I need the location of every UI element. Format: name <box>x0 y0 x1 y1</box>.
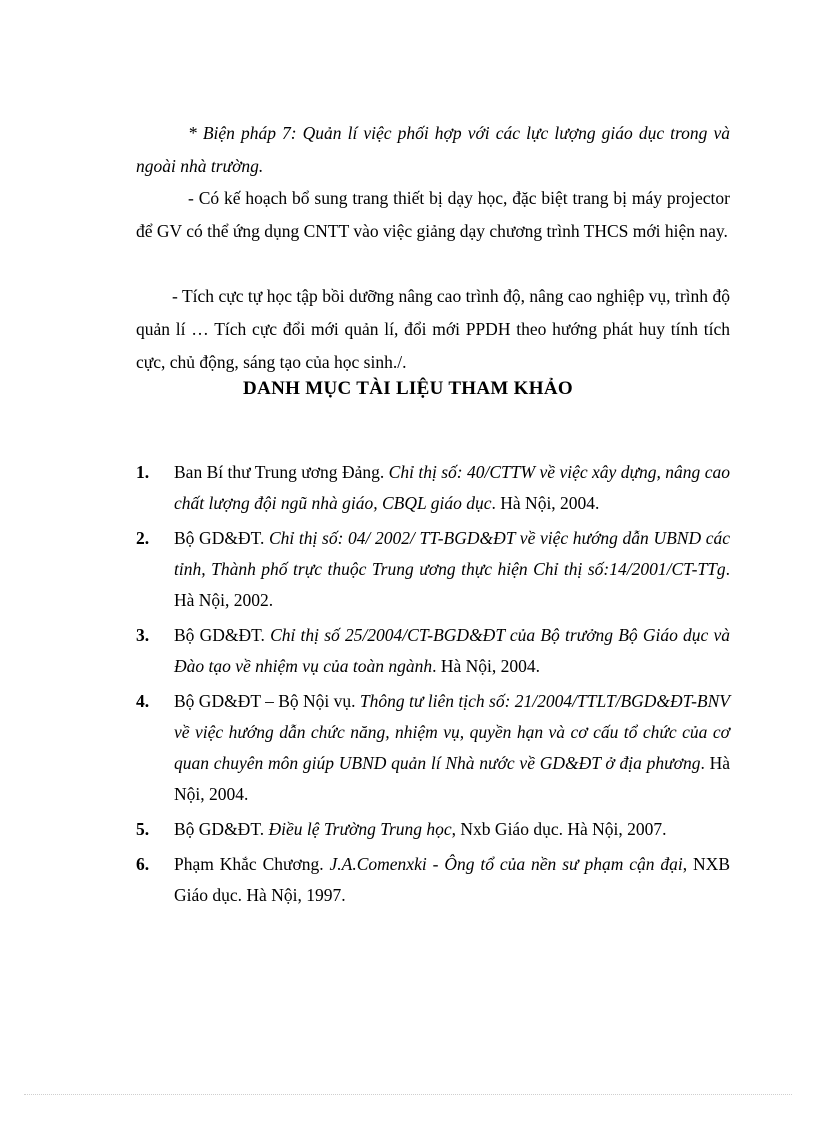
reference-number: 2. <box>136 528 150 548</box>
reference-publication: . Hà Nội, 2004. <box>491 493 600 513</box>
reference-author: Bộ GD&ĐT. <box>174 625 271 645</box>
reference-item <box>136 814 730 845</box>
reference-work: J.A.Comenxki - Ông tổ của nền sư phạm cận đại <box>329 854 683 874</box>
reference-author: Phạm Khắc Chương. <box>174 854 330 874</box>
reference-work: Thông tư liên tịch số: 21/2004/TTLT/BGD&ĐT-BNV về việc hướng dẫn chức năng, nhiệm vụ, quyền hạn và cơ cấu tổ chức của cơ quan chuyên môn giúp UBND quản lí Nhà nước về GD&ĐT ở địa phương <box>174 691 730 773</box>
measure-7-heading: * Biện pháp 7: Quản lí việc phối hợp với các lực lượng giáo dục trong và ngoài nhà trường. <box>136 123 730 176</box>
reference-publication: , NXB Giáo dục. Hà Nội, 1997. <box>174 854 730 905</box>
reference-number: 1. <box>136 462 150 482</box>
reference-number: 4. <box>136 691 150 711</box>
paragraph-self-study: - Tích cực tự học tập bồi dưỡng nâng cao trình độ, nâng cao nghiệp vụ, trình độ quản lí … Tích cực đổi mới quản lí, đổi mới PPDH theo hướng phát huy tính tích cực, chủ động, sáng tạo của học sinh./. <box>136 286 730 372</box>
reference-item <box>136 686 730 810</box>
reference-author: Bộ GD&ĐT. <box>174 819 269 839</box>
reference-number: 6. <box>136 854 150 874</box>
reference-item <box>136 457 730 519</box>
reference-work: Chỉ thị số: 04/ 2002/ TT-BGD&ĐT về việc hướng dẫn UBND các tỉnh, Thành phố trực thuộc Trung ương thực hiện Chỉ thị số:14/2001/CT-TTg <box>174 528 730 579</box>
reference-number: 3. <box>136 625 150 645</box>
references-title: DANH MỤC TÀI LIỆU THAM KHẢO <box>243 378 573 399</box>
reference-item <box>136 620 730 682</box>
reference-publication: . Hà Nội, 2004. <box>174 753 730 804</box>
reference-publication: . Hà Nội, 2004. <box>432 656 540 676</box>
paragraph-equipment: - Có kế hoạch bổ sung trang thiết bị dạy học, đặc biệt trang bị máy projector để GV có thể ứng dụng CNTT vào việc giảng dạy chương trình THCS mới hiện nay. <box>136 188 730 241</box>
reference-list <box>136 457 730 915</box>
reference-publication: , Nxb Giáo dục. Hà Nội, 2007. <box>451 819 667 839</box>
reference-item <box>136 849 730 911</box>
page-bottom-divider <box>24 1094 792 1095</box>
reference-author: Bộ GD&ĐT. <box>174 528 269 548</box>
reference-number: 5. <box>136 819 150 839</box>
reference-work: Chỉ thị số 25/2004/CT-BGD&ĐT của Bộ trưởng Bộ Giáo dục và Đào tạo về nhiệm vụ của toàn ngành <box>174 625 730 676</box>
reference-publication: . Hà Nội, 2002. <box>174 559 730 610</box>
reference-author: Ban Bí thư Trung ương Đảng. <box>174 462 389 482</box>
reference-author: Bộ GD&ĐT – Bộ Nội vụ. <box>174 691 360 711</box>
reference-item <box>136 523 730 616</box>
reference-work: Chỉ thị số: 40/CTTW về việc xây dựng, nâng cao chất lượng đội ngũ nhà giáo, CBQL giáo dục <box>174 462 730 513</box>
reference-work: Điều lệ Trường Trung học <box>268 819 452 839</box>
